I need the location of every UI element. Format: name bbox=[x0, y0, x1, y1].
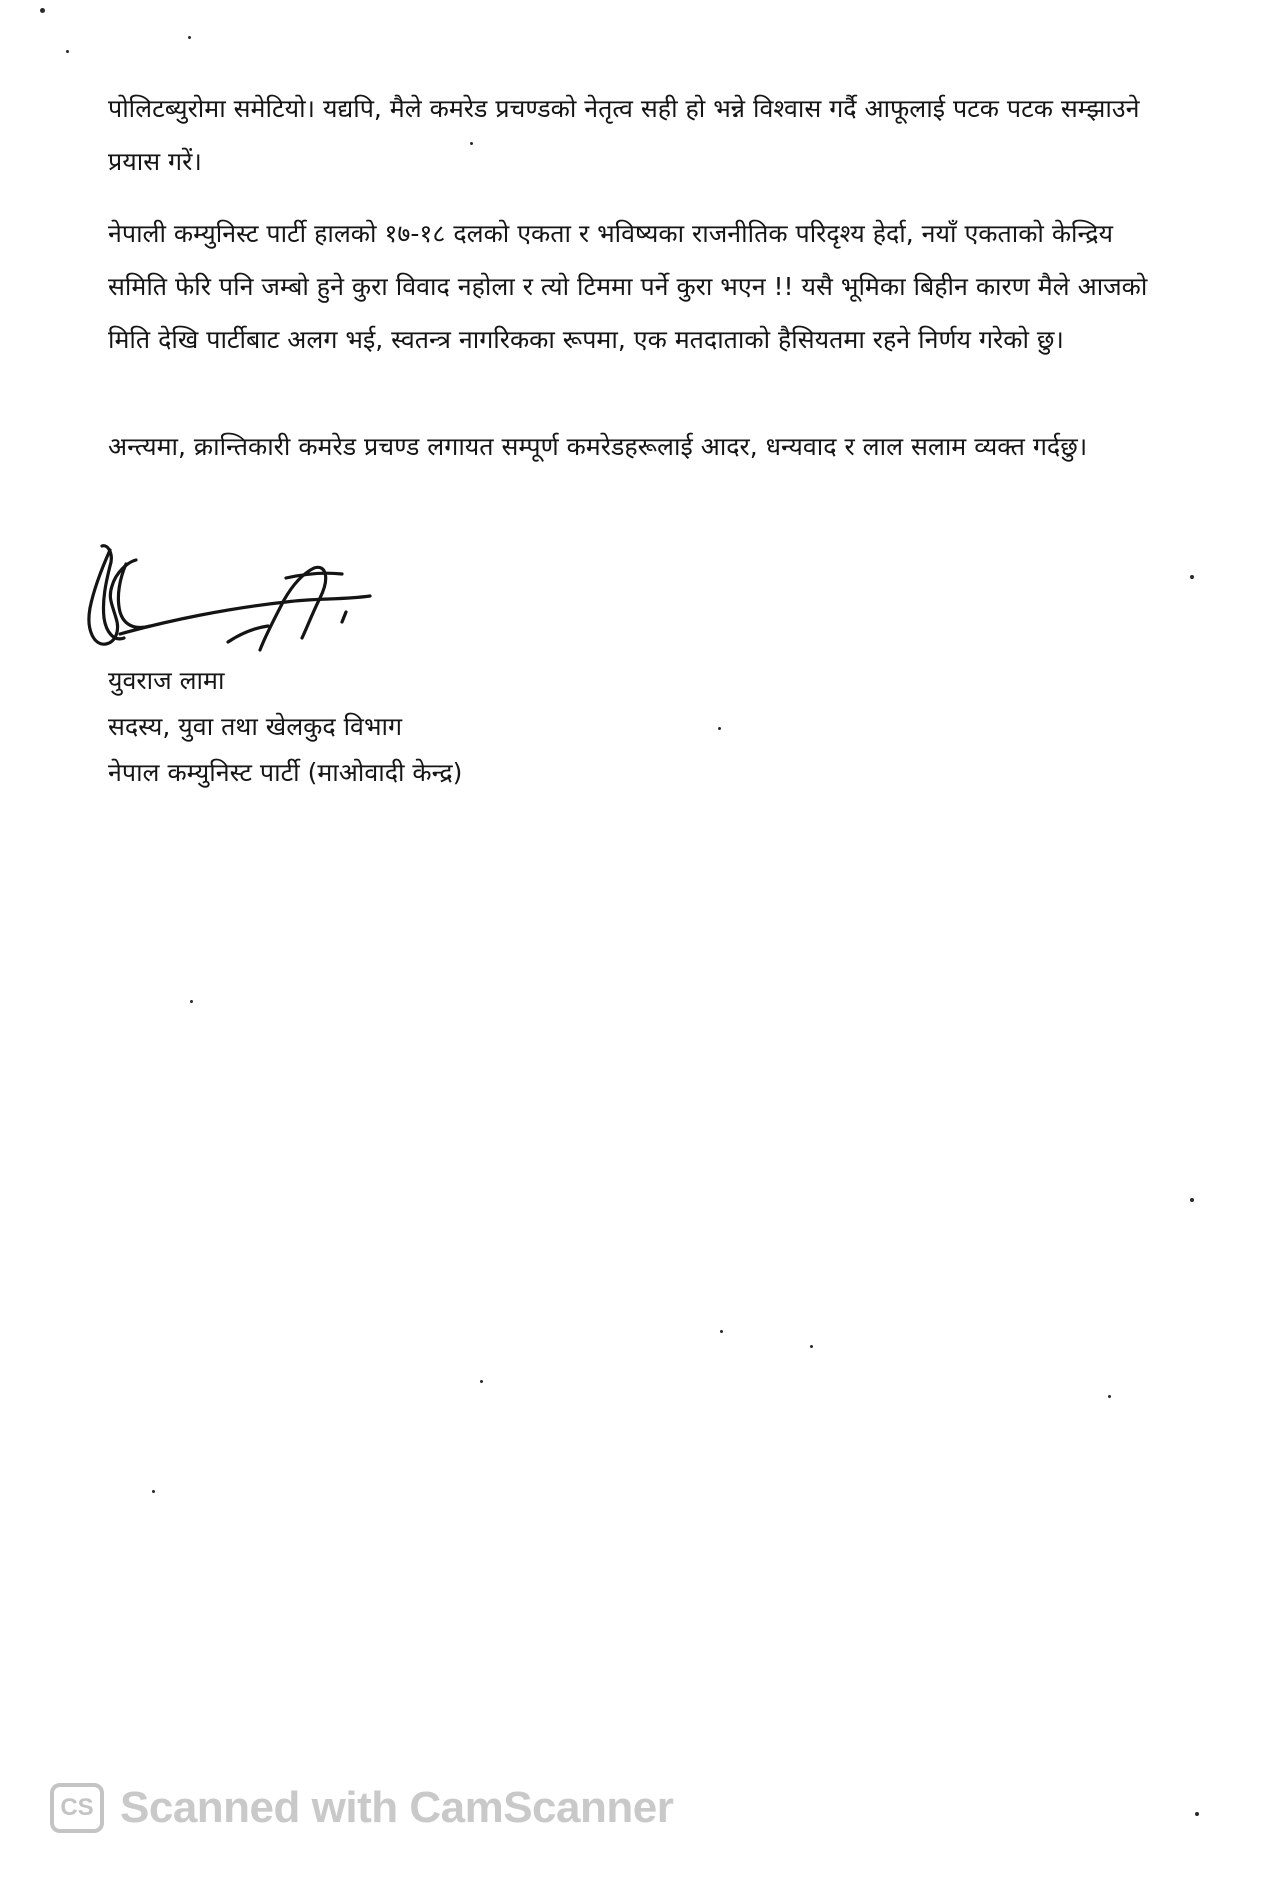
signer-organization: नेपाल कम्युनिस्ट पार्टी (माओवादी केन्द्र) bbox=[108, 758, 463, 787]
handwritten-signature bbox=[80, 538, 380, 658]
paragraph-closing-salute: अन्त्यमा, क्रान्तिकारी कमरेड प्रचण्ड लगायत सम्पूर्ण कमरेडहरूलाई आदर, धन्यवाद र लाल सलाम व्यक्त गर्दछु। bbox=[108, 432, 1088, 461]
camscanner-watermark bbox=[50, 1780, 673, 1836]
paragraph-politburo: पोलिटब्युरोमा समेटियो। यद्यपि, मैले कमरेड प्रचण्डको नेतृत्व सही हो भन्ने विश्वास गर्दै आफूलाई पटक पटक सम्झाउने प्रयास गरें। bbox=[108, 94, 1140, 176]
scan-speck bbox=[40, 8, 45, 13]
signer-position: सदस्य, युवा तथा खेलकुद विभाग bbox=[108, 712, 403, 741]
camscanner-logo-icon: CS bbox=[50, 1783, 104, 1833]
scan-speck bbox=[1195, 1812, 1199, 1816]
scan-speck bbox=[1190, 1198, 1194, 1202]
signer-name: युवराज लामा bbox=[108, 666, 225, 695]
scan-speck bbox=[152, 1490, 155, 1493]
scan-speck bbox=[188, 36, 191, 39]
scan-speck bbox=[718, 727, 721, 730]
watermark-text: Scanned with CamScanner bbox=[120, 1783, 674, 1832]
scan-speck bbox=[720, 1330, 723, 1333]
scan-speck bbox=[1190, 575, 1194, 579]
paragraph-party-exit-decision: नेपाली कम्युनिस्ट पार्टी हालको १७-१८ दलको एकता र भविष्यका राजनीतिक परिदृश्य हेर्दा, नयाँ एकताको केन्द्रिय समिति फेरि पनि जम्बो हुने कुरा विवाद नहोला र त्यो टिममा पर्ने कुरा भएन !! यसै भूमिका बिहीन कारण मैले आजको मिति देखि पार्टीबाट अलग भई, स्वतन्त्र नागरिकका रूपमा, एक मतदाताको हैसियतमा रहने निर्णय गरेको छु। bbox=[108, 219, 1148, 354]
signer-block bbox=[108, 658, 462, 796]
scan-speck bbox=[480, 1380, 483, 1383]
scan-speck bbox=[66, 50, 69, 53]
scan-speck bbox=[190, 1000, 193, 1003]
scan-speck bbox=[1108, 1395, 1111, 1398]
scan-speck bbox=[810, 1345, 813, 1348]
